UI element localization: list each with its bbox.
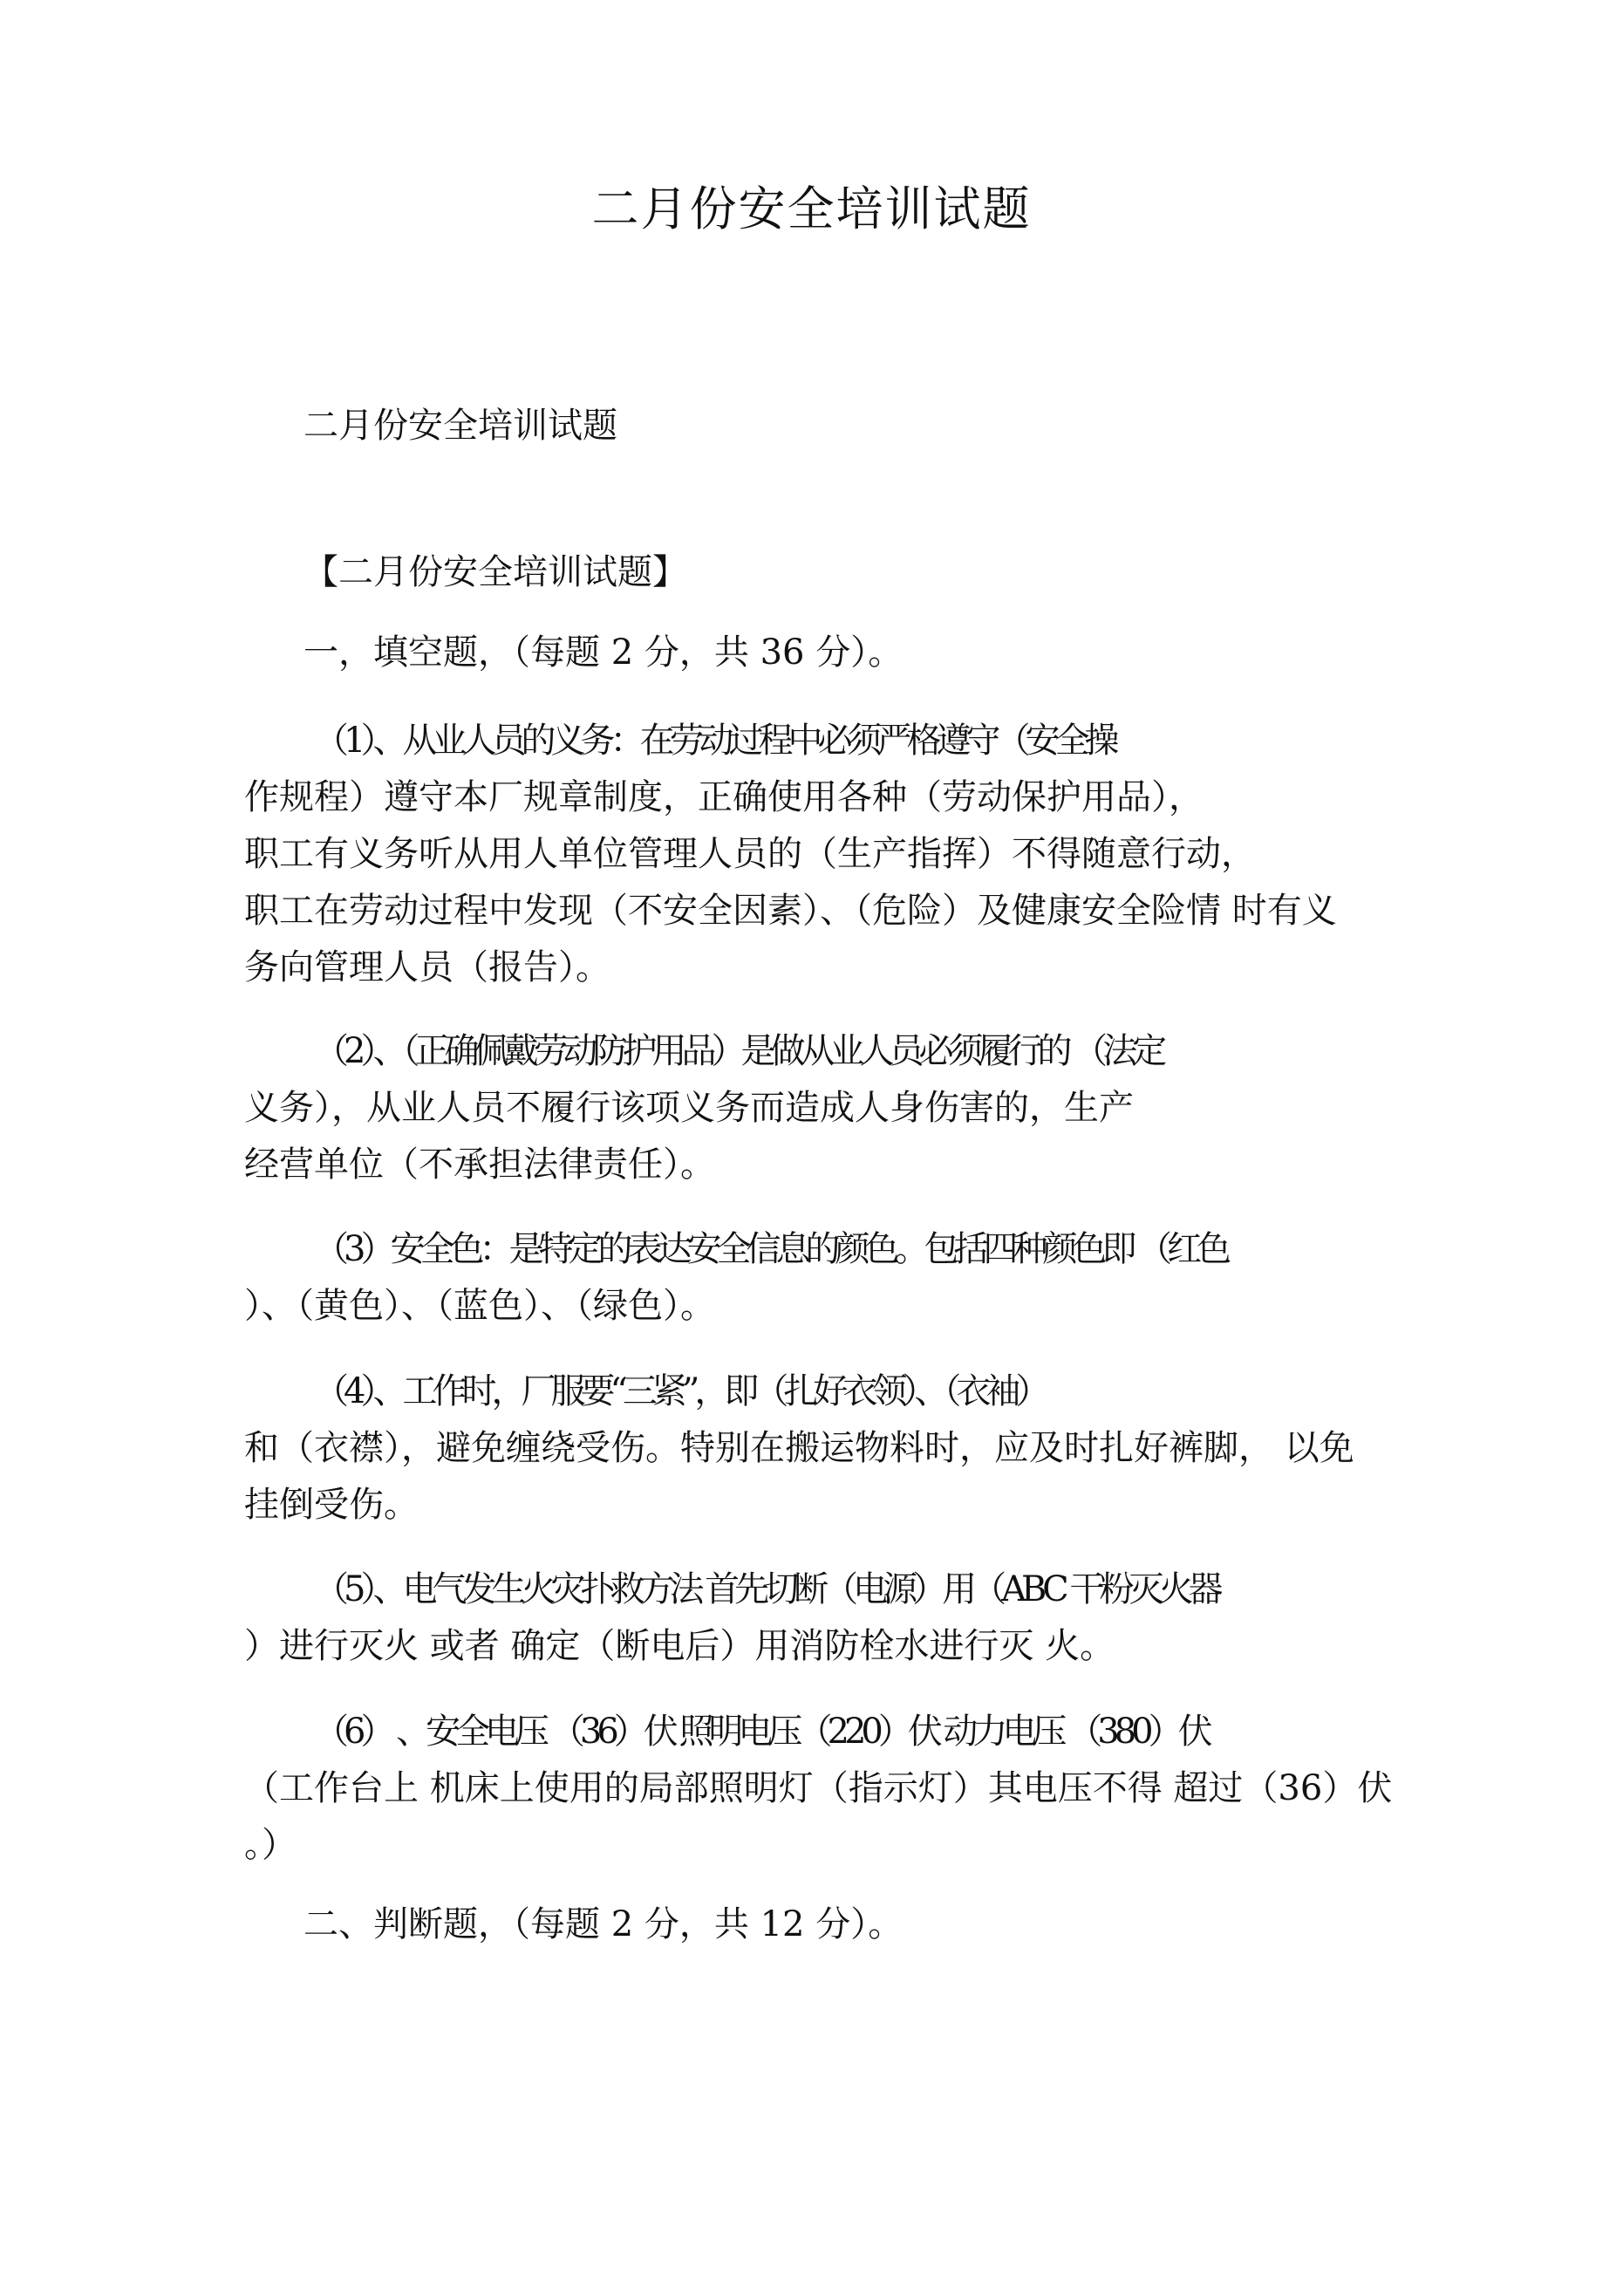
question-2-line-1: （2）、（正确佩戴劳动防护用品）是做从业人员必须履行的 （法定 — [314, 1031, 1163, 1071]
question-1-line-1: （1）、从业人员的义务：在劳动过程中必须严格遵守（安全操 — [314, 721, 1115, 761]
question-3-paragraph — [244, 1221, 1406, 1335]
question-1-line-2: 作规程）遵守本厂规章制度，正确使用各种（劳动保护用品）， — [244, 777, 1204, 817]
question-6-line-3: 。） — [244, 1825, 297, 1865]
question-1-line-4: 职工在劳动过程中发现（不安全因素）、（危险）及健康安全险情 时有义 — [244, 891, 1337, 931]
question-1-paragraph — [244, 713, 1406, 996]
question-4-paragraph — [244, 1363, 1406, 1534]
question-4-line-2: 和（衣襟），避免缠绕受伤。特别在搬运物料时，应及时扎好裤脚， 以免 — [244, 1428, 1354, 1468]
question-3-line-1: （3）安全色：是特定的表达安全信息的颜色。包括四种颜色即 （红色 — [314, 1229, 1227, 1269]
question-2-line-2: 义务），从业人员不履行该项义务而造成人身伤害的，生产 — [244, 1088, 1134, 1128]
question-3-line-2: ）、（黄色）、（蓝色）、（绿色）。 — [244, 1286, 715, 1326]
question-2-line-3: 经营单位（不承担法律责任）。 — [244, 1145, 715, 1185]
question-2-paragraph — [244, 1023, 1406, 1193]
bracket-title: 【二月份安全培训试题】 — [303, 552, 687, 592]
question-6-line-1: （6） 、安全电压 （36）伏 照明电压（220）伏 动力电压 （380）伏 — [314, 1712, 1208, 1752]
question-4-line-1: （4）、工作时，厂服要“三紧”，即（扎好衣领）、（衣袖） — [314, 1371, 1046, 1411]
question-5-line-2: ）进行灭火 或者 确定（断电后）用消防栓水进行灭 火。 — [244, 1626, 1115, 1666]
question-6-line-2: （工作台上 机床上使用的局部照明灯（指示灯）其电压不得 超过（36）伏 — [244, 1768, 1393, 1808]
question-4-line-3: 挂倒受伤。 — [244, 1485, 419, 1525]
document-subtitle: 二月份安全培训试题 — [303, 406, 617, 446]
question-1-line-3: 职工有义务听从用人单位管理人员的（生产指挥）不得随意行动， — [244, 834, 1256, 874]
section-heading-true-false: 二、判断题，（每题 2 分，共 12 分）。 — [303, 1904, 904, 1944]
document-title: 二月份安全培训试题 — [591, 181, 1032, 236]
section-heading-fill-blank: 一，填空题，（每题 2 分，共 36 分）。 — [303, 632, 904, 673]
question-6-paragraph — [244, 1704, 1406, 1874]
question-5-paragraph — [244, 1561, 1406, 1675]
question-1-line-5: 务向管理人员（报告）。 — [244, 947, 610, 987]
question-5-line-1: （5）、电气发生火灾扑救方法 首先切断（电源）用（ABC 干粉灭火器 — [314, 1569, 1218, 1609]
